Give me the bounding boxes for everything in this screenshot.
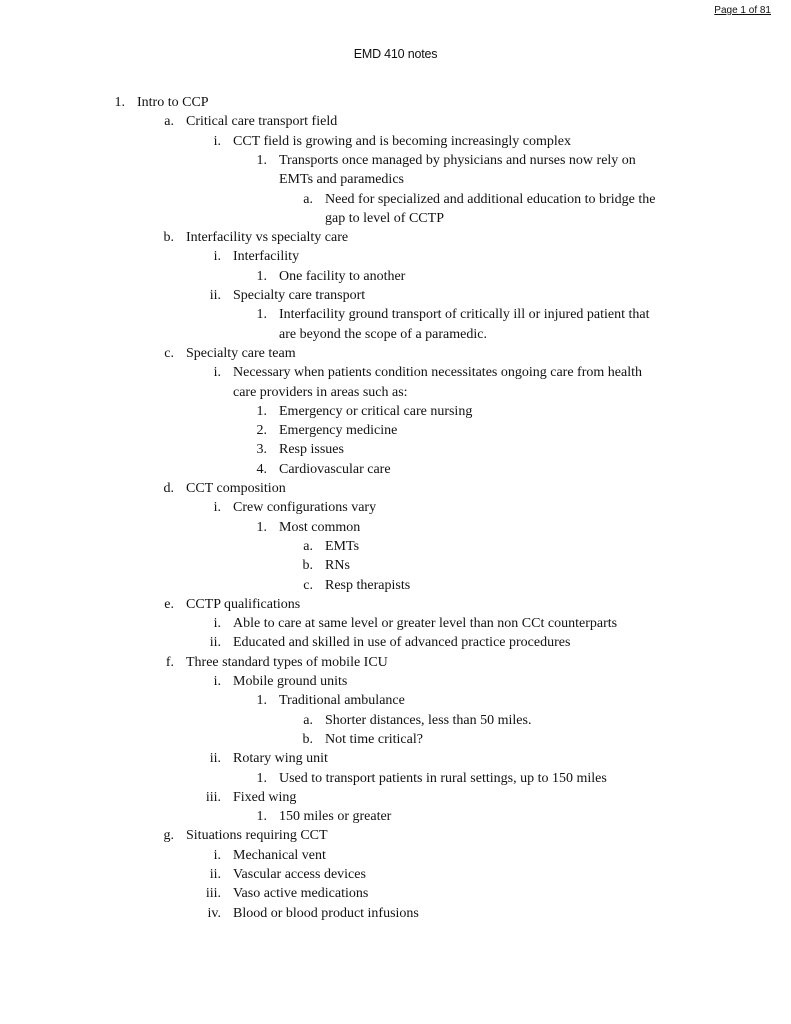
- outline-marker: a.: [303, 712, 313, 728]
- outline-marker: 1.: [256, 519, 267, 535]
- outline-marker: b.: [302, 558, 313, 574]
- outline-text: gap to level of CCTP: [325, 210, 444, 226]
- outline-text: Resp therapists: [325, 577, 411, 593]
- outline-text: RNs: [325, 558, 350, 574]
- outline-text: Shorter distances, less than 50 miles.: [325, 712, 532, 728]
- outline-marker: iv.: [207, 905, 221, 921]
- outline-text: Educated and skilled in use of advanced practice procedures: [233, 635, 571, 651]
- outline-text: Mobile ground units: [233, 674, 348, 689]
- outline-marker: a.: [303, 191, 313, 207]
- outline-text: Rotary wing unit: [233, 751, 328, 767]
- outline-text: Not time critical?: [325, 731, 423, 747]
- outline-text: CCT field is growing and is becoming increasingly complex: [233, 133, 572, 149]
- outline-text: Emergency medicine: [279, 423, 398, 439]
- outline-marker: 1.: [256, 268, 267, 284]
- outline-text: Transports once managed by physicians and nurses now rely on: [279, 152, 636, 168]
- outline-marker: i.: [213, 249, 221, 265]
- outline-marker: i.: [213, 674, 221, 689]
- outline-marker: i.: [213, 500, 221, 516]
- outline-text: Mechanical vent: [233, 847, 326, 863]
- outline-text: EMTs: [325, 538, 360, 554]
- outline-marker: ii.: [209, 288, 221, 303]
- document-title: EMD 410 notes: [353, 47, 438, 61]
- page-number: Page 1 of 81: [714, 5, 771, 16]
- outline-marker: ii.: [209, 751, 221, 767]
- outline-text: Need for specialized and additional education to bridge the: [325, 191, 656, 207]
- outline-text: Interfacility: [233, 249, 300, 265]
- outline-marker: i.: [213, 365, 221, 381]
- outline-text: Vaso active medications: [233, 886, 369, 902]
- outline-text: Specialty care team: [186, 345, 296, 361]
- outline-marker: 2.: [256, 423, 267, 439]
- outline-marker: 1.: [256, 809, 267, 825]
- outline-marker: 1.: [114, 95, 125, 110]
- outline-text: One facility to another: [279, 268, 406, 284]
- outline-marker: c.: [303, 577, 313, 593]
- outline-text: Three standard types of mobile ICU: [186, 654, 388, 670]
- outline-text: Cardiovascular care: [279, 461, 391, 477]
- outline-marker: d.: [163, 481, 174, 496]
- outline-text: Vascular access devices: [233, 867, 366, 882]
- outline-text: Situations requiring CCT: [186, 828, 328, 844]
- outline-marker: b.: [302, 731, 313, 747]
- outline-marker: ii.: [209, 635, 221, 651]
- outline-marker: a.: [164, 114, 174, 130]
- outline-marker: iii.: [205, 886, 221, 902]
- outline-marker: 1.: [256, 152, 267, 168]
- outline-text: Crew configurations vary: [233, 500, 377, 516]
- outline-marker: e.: [164, 596, 174, 612]
- outline-text: Resp issues: [279, 442, 344, 458]
- outline-marker: 1.: [256, 307, 267, 323]
- outline-text: Traditional ambulance: [279, 693, 405, 709]
- outline-text: Emergency or critical care nursing: [279, 403, 473, 419]
- outline-marker: iii.: [205, 789, 221, 805]
- outline-text: 150 miles or greater: [279, 809, 392, 825]
- outline-text: Fixed wing: [233, 789, 297, 805]
- outline-marker: b.: [163, 230, 174, 246]
- outline-text: Interfacility ground transport of critically ill or injured patient that: [279, 307, 650, 323]
- outline-marker: 1.: [256, 403, 267, 419]
- outline-text: EMTs and paramedics: [279, 172, 404, 188]
- outline-text: Critical care transport field: [186, 114, 338, 130]
- outline-marker: 1.: [256, 693, 267, 709]
- outline-marker: g.: [163, 828, 174, 844]
- outline-text: care providers in areas such as:: [233, 384, 408, 400]
- outline-marker: i.: [213, 847, 221, 863]
- outline-text: CCT composition: [186, 481, 286, 496]
- outline-marker: a.: [303, 538, 313, 554]
- outline-text: CCTP qualifications: [186, 596, 301, 612]
- outline-marker: ii.: [209, 867, 221, 882]
- outline-text: Most common: [279, 519, 361, 535]
- outline-marker: 3.: [256, 442, 267, 458]
- outline-text: Used to transport patients in rural settings, up to 150 miles: [279, 770, 607, 786]
- outline-text: Necessary when patients condition necessitates ongoing care from health: [233, 365, 642, 381]
- outline-marker: i.: [213, 616, 221, 632]
- outline-marker: f.: [165, 654, 174, 670]
- outline-marker: 4.: [256, 461, 267, 477]
- outline-text: Blood or blood product infusions: [233, 905, 419, 921]
- outline-text: Specialty care transport: [233, 288, 366, 303]
- outline-marker: 1.: [256, 770, 267, 786]
- outline-marker: c.: [164, 345, 174, 361]
- outline-text: Interfacility vs specialty care: [186, 230, 349, 246]
- outline-text: Intro to CCP: [137, 95, 209, 110]
- outline-marker: i.: [213, 133, 221, 149]
- outline-text: Able to care at same level or greater level than non CCt counterparts: [233, 616, 618, 632]
- outline-text: are beyond the scope of a paramedic.: [279, 326, 487, 342]
